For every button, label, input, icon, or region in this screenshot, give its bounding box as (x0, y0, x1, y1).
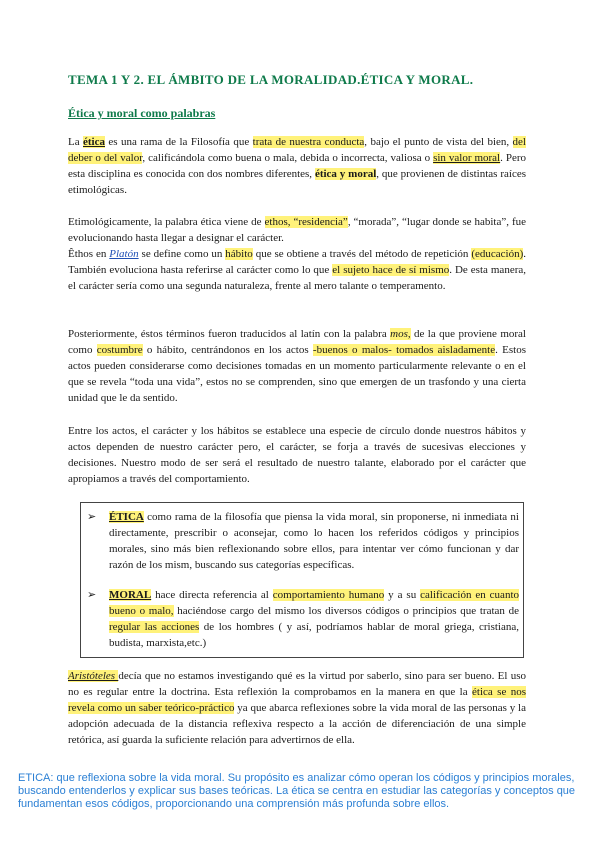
highlight: -buenos o malos- tomados aisladamente (312, 344, 496, 356)
text: . Pero esta disciplina es conocida con dos nombres diferentes, (68, 152, 527, 180)
definitions-box (80, 502, 524, 658)
term-etica: ÉTICA (109, 511, 144, 523)
highlight: ética se nos revela como un saber teórico-práctico (68, 686, 526, 714)
highlight: mos, (390, 328, 411, 340)
text: , calificándola como buena o mala, debida o incorrecta, valiosa o (142, 152, 434, 164)
definition-moral (87, 587, 519, 651)
highlight: (educación) (471, 248, 524, 260)
paragraph-2 (68, 214, 526, 294)
highlight: costumbre (96, 344, 143, 356)
section-subtitle: Ética y moral como palabras (68, 106, 216, 120)
text: que se obtiene a través del método de repetición (252, 248, 472, 260)
author-name: Platón (109, 248, 139, 260)
arrow-bullet-icon: ➢ (87, 588, 97, 601)
page-title: TEMA 1 Y 2. EL ÁMBITO DE LA MORALIDAD.ÉTICA Y MORAL. (68, 72, 474, 87)
highlight: regular las acciones (109, 621, 200, 633)
text: , bajo el punto de vista del bien, (364, 136, 513, 148)
paragraph-4: Entre los actos, el carácter y los hábitos se establece una especie de círculo donde nuestros hábitos y actos dependen de nuestro carácter pero, el carácter, se forja a través de sucesivas elecciones y decisiones. Nuestro modo de ser será el resultado de nuestro talante, elaborado por el carácter que apropiamos a través del comportamiento. (68, 425, 526, 485)
paragraph-1 (68, 134, 526, 198)
text: , “morada”, “lugar donde se habita”, fue evolucionando hasta llegar a designar el carácter. (68, 216, 526, 244)
arrow-bullet-icon: ➢ (87, 510, 97, 523)
text: hace directa referencia al (151, 589, 273, 601)
highlight: el sujeto hace de sí mismo (332, 264, 450, 276)
annotation-note: ETICA: que reflexiona sobre la vida moral. Su propósito es analizar cómo operan los códigos y principios morales, buscando entenderlos y explicar sus bases teóricas. La ética se centra en estudiar las categorías y conceptos que fundamentan esos códigos, proporcionando una comprensión más profunda sobre ellos. (18, 772, 576, 810)
text: se define como un (138, 248, 226, 260)
text: de los hombres ( y así, podríamos hablar de moral griega, cristiana, budista, marxista,etc.) (109, 621, 519, 649)
text: ya que abarca reflexiones sobre la vida moral de las personas y la adopción adecuada de la distancia reflexiva respecto a la acción de diferenciación de una simple retórica, así guarda la suficiente relación para advertirnos de ella. (68, 702, 526, 746)
highlight: ethos, “residencia” (264, 216, 348, 228)
text: Posteriormente, éstos términos fueron traducidos al latín con la palabra (68, 328, 391, 340)
highlight: trata de nuestra conducta (252, 136, 365, 148)
text: , que provienen de distintas raíces etimológicas. (68, 168, 526, 196)
highlight: del deber o del valor (68, 136, 526, 164)
text: decía que no estamos investigando qué es la virtud por saberlo, sino para ser bueno. El uso no es regular entre la doctrina. Esta reflexión la comprobamos en la manera en que la (68, 670, 526, 698)
paragraph-5 (68, 668, 526, 748)
text: Êthos en (68, 248, 110, 260)
text: de la que proviene moral como (68, 328, 526, 356)
text: y a su (384, 589, 421, 601)
definition-etica (87, 509, 519, 573)
text: como rama de la filosofía que piensa la vida moral, sin proponerse, ni inmediata ni directamente, prescribir o aconsejar, como lo hacen los referidos códigos y principios morales, sino más bien reflexionando sobre ellos, para intentar ver cómo funcionan y dar razón de los mism, buscando sus categorías específicas. (109, 511, 519, 571)
highlight: calificación en cuanto bueno o malo, (109, 589, 519, 617)
paragraph-3 (68, 326, 526, 406)
text: o hábito, centrándonos en los actos (142, 344, 313, 356)
highlight: hábito (225, 248, 253, 260)
term-moral: MORAL (109, 589, 152, 601)
text: . Estos actos pueden considerarse como decisiones tomadas en un momento particularmente relevante o en el que se revela “toda una vida”, estos no se comprenden, sino que emergen de un trasfondo y una cierta unidad que le da sentido. (68, 344, 526, 404)
text: . De esta manera, el carácter sería como una segunda naturaleza, frente al mero talante o temperamento. (68, 264, 526, 292)
text: . También evoluciona hasta referirse al carácter como lo que (68, 248, 526, 276)
text: es una rama de la Filosofía que (105, 136, 253, 148)
author-name: Aristóteles (68, 670, 119, 682)
text: La (68, 136, 84, 148)
highlight: ética (83, 136, 105, 148)
highlight: ética y moral (314, 168, 377, 180)
text: Etimológicamente, la palabra ética viene de (68, 216, 265, 228)
highlight: sin valor moral (433, 152, 501, 164)
highlight: comportamiento humano (272, 589, 385, 601)
text: haciéndose cargo del mismo los diversos códigos o principios que tratan de (173, 605, 519, 617)
